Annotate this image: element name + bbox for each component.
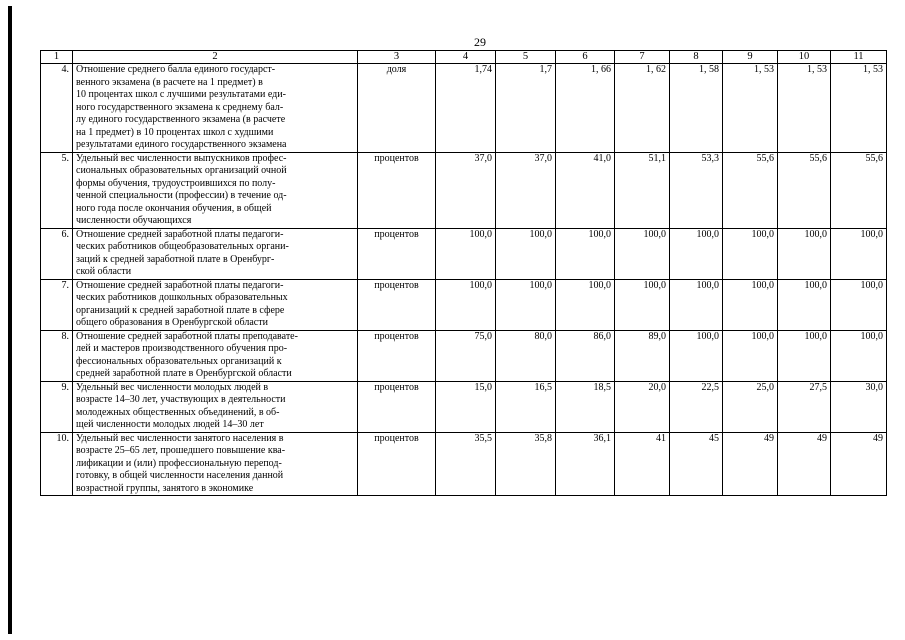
scan-edge-bar [8,6,12,634]
value-cell: 15,0 [436,381,496,432]
value-cell: 22,5 [670,381,723,432]
value-cell: 49 [778,432,831,496]
value-cell: 49 [723,432,778,496]
value-cell: 27,5 [778,381,831,432]
value-cell: 37,0 [436,152,496,228]
column-header: 9 [723,51,778,64]
description-line: Удельный вес численности молодых людей в [76,381,269,393]
header-row [41,51,887,64]
page-number: 29 [474,35,486,49]
column-header: 6 [556,51,615,64]
table-row [41,330,887,381]
column-header: 4 [436,51,496,64]
row-number: 7. [41,279,73,330]
value-cell: 1, 53 [723,64,778,153]
value-cell: 30,0 [831,381,887,432]
value-cell: 25,0 [723,381,778,432]
description-line: 10 процентах школ с лучшими результатами еди- [76,89,286,100]
description-line: Отношение средней заработной платы преподавате- [76,330,298,342]
column-header: 3 [358,51,436,64]
value-cell: 53,3 [670,152,723,228]
value-cell: 89,0 [615,330,670,381]
value-cell: 45 [670,432,723,496]
row-number: 9. [41,381,73,432]
value-cell: 55,6 [831,152,887,228]
value-cell: 1,74 [436,64,496,153]
value-cell: 35,8 [496,432,556,496]
description-line: молодежных общественных объединений, в об- [76,406,280,418]
value-cell: 100,0 [615,228,670,279]
value-cell: 1, 53 [831,64,887,153]
description-line: ного года после окончания обучения, в общей [76,202,272,214]
table-row [41,152,887,228]
value-cell: 1, 62 [615,64,670,153]
description-line: лификации и (или) профессиональную перепод- [76,457,282,469]
value-cell: 100,0 [615,279,670,330]
value-cell: 49 [831,432,887,496]
table-row [41,381,887,432]
value-cell: 1,7 [496,64,556,153]
value-cell: 1, 53 [778,64,831,153]
description-line: заций к средней заработной плате в Оренбург- [76,253,275,265]
value-cell: 100,0 [723,330,778,381]
description-line: общего образования в Оренбургской области [76,317,268,328]
value-cell: 41,0 [556,152,615,228]
description-line: на 1 предмет) в 10 процентах школ с худшими [76,126,274,138]
description-line: ческих работников общеобразовательных органи- [76,241,289,252]
indicator-description [73,330,358,381]
unit-of-measure: процентов [358,152,436,228]
value-cell: 20,0 [615,381,670,432]
unit-of-measure: процентов [358,228,436,279]
description-line: возрастной группы, занятого в экономике [76,482,254,494]
description-line: результатами единого государственного экзамена [76,139,287,150]
table-row [41,279,887,330]
value-cell: 100,0 [723,228,778,279]
unit-of-measure: процентов [358,432,436,496]
unit-of-measure: процентов [358,330,436,381]
indicator-description [73,432,358,496]
value-cell: 51,1 [615,152,670,228]
value-cell: 36,1 [556,432,615,496]
description-line: возрасте 14–30 лет, участвующих в деятельности [76,394,286,405]
description-line: Отношение средней заработной платы педагоги- [76,279,284,291]
value-cell: 100,0 [436,279,496,330]
description-line: средней заработной плате в Оренбургской области [76,368,292,379]
value-cell: 37,0 [496,152,556,228]
column-header: 11 [831,51,887,64]
value-cell: 100,0 [670,279,723,330]
value-cell: 100,0 [670,228,723,279]
value-cell: 100,0 [778,228,831,279]
value-cell: 86,0 [556,330,615,381]
unit-of-measure: доля [358,64,436,153]
row-number: 6. [41,228,73,279]
column-header: 7 [615,51,670,64]
description-line: ской области [76,266,132,277]
value-cell: 100,0 [556,279,615,330]
unit-of-measure: процентов [358,381,436,432]
description-line: Отношение среднего балла единого государст- [76,64,276,75]
value-cell: 100,0 [723,279,778,330]
description-line: формы обучения, трудоустроившихся по полу- [76,177,276,189]
value-cell: 100,0 [556,228,615,279]
unit-of-measure: процентов [358,279,436,330]
indicator-description [73,64,358,153]
description-line: венного экзамена (в расчете на 1 предмет) в [76,76,263,88]
value-cell: 80,0 [496,330,556,381]
description-line: щей численности молодых людей 14–30 лет [76,419,264,430]
value-cell: 1, 58 [670,64,723,153]
column-header: 1 [41,51,73,64]
value-cell: 100,0 [778,279,831,330]
column-header: 8 [670,51,723,64]
table-row [41,64,887,153]
description-line: фессиональных образовательных организаций к [76,355,282,367]
description-line: лей и мастеров производственного обучения про- [76,343,288,354]
description-line: ного государственного экзамена к среднему бал- [76,101,284,113]
description-line: численности обучающихся [76,215,192,226]
indicators-table [40,50,887,496]
description-line: возрасте 25–65 лет, прошедшего повышение ква- [76,445,286,456]
column-header: 5 [496,51,556,64]
value-cell: 41 [615,432,670,496]
value-cell: 100,0 [778,330,831,381]
description-line: ческих работников дошкольных образовательных [76,292,288,303]
indicator-description [73,152,358,228]
value-cell: 55,6 [723,152,778,228]
description-line: организаций к средней заработной плате в сфере [76,304,285,316]
description-line: сиональных образовательных организаций очной [76,165,287,176]
row-number: 8. [41,330,73,381]
value-cell: 100,0 [831,279,887,330]
indicator-description [73,381,358,432]
description-line: готовку, в общей численности населения данной [76,470,284,481]
value-cell: 16,5 [496,381,556,432]
row-number: 10. [41,432,73,496]
value-cell: 1, 66 [556,64,615,153]
value-cell: 35,5 [436,432,496,496]
table-row [41,228,887,279]
indicator-description [73,228,358,279]
row-number: 5. [41,152,73,228]
value-cell: 100,0 [436,228,496,279]
column-header: 10 [778,51,831,64]
table-row [41,432,887,496]
description-line: Удельный вес численности занятого населения в [76,432,284,444]
value-cell: 18,5 [556,381,615,432]
value-cell: 100,0 [831,228,887,279]
value-cell: 100,0 [670,330,723,381]
description-line: Удельный вес численности выпускников профес- [76,152,287,164]
column-header: 2 [73,51,358,64]
value-cell: 100,0 [831,330,887,381]
description-line: лу единого государственного экзамена (в расчете [76,114,286,125]
value-cell: 100,0 [496,228,556,279]
description-line: Отношение средней заработной платы педагоги- [76,228,284,240]
description-line: ченной специальности (профессии) в течение од- [76,190,287,201]
value-cell: 55,6 [778,152,831,228]
row-number: 4. [41,64,73,153]
value-cell: 100,0 [496,279,556,330]
indicator-description [73,279,358,330]
value-cell: 75,0 [436,330,496,381]
